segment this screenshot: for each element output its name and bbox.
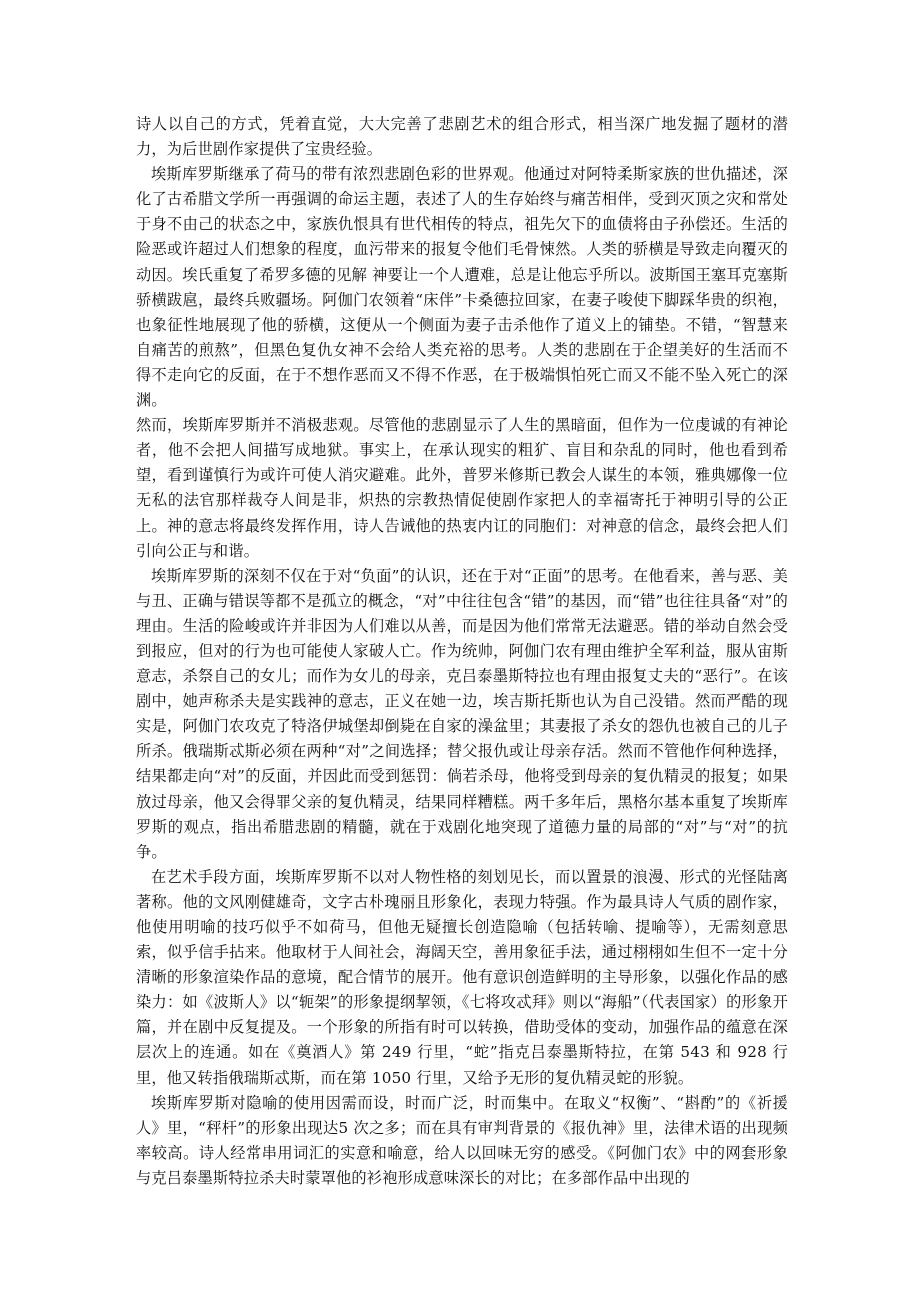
paragraph-1: 诗人以自己的方式，凭着直觉，大大完善了悲剧艺术的组合形式，相当深广地发掘了题材的潜力，为后世剧作家提供了宝贵经验。 xyxy=(136,115,788,159)
paragraph-6: 埃斯库罗斯对隐喻的使用因需而设，时而广泛，时而集中。在取义“权衡”、“斟酌”的《祈援人》里，“秤杆”的形象出现达5 次之多；而在具有审判背景的《报仇神》里，法律术语的出现频率较高。诗人经常串用词汇的实意和喻意，给人以回味无穷的感受。《阿伽门农》中的网套形象与克吕泰墨斯特拉杀夫时蒙罩他的衫袍形成意味深长的对比；在多部作品中出现的 xyxy=(136,1093,788,1187)
paragraph-2: 埃斯库罗斯继承了荷马的带有浓烈悲剧色彩的世界观。他通过对阿特柔斯家族的世仇描述，深化了古希腊文学所一再强调的命运主题，表述了人的生存始终与痛苦相伴，受到灭顶之灾和常处于身不由己的状态之中，家族仇恨具有世代相传的特点，祖先欠下的血债将由子孙偿还。生活的险恶或许超过人们想象的程度，血污带来的报复令他们毛骨悚然。人类的骄横是导致走向覆灭的动因。埃氏重复了希罗多德的见解 神要让一个人遭难，总是让他忘乎所以。波斯国王塞耳克塞斯骄横跋扈，最终兵败疆场。阿伽门农领着“床伴”卡桑德拉回家，在妻子唆使下脚踩华贵的织袍，也象征性地展现了他的骄横，这便从一个侧面为妻子击杀他作了道义上的铺垫。不错，“智慧来自痛苦的煎熬”，但黑色复仇女神不会给人类充裕的思考。人类的悲剧在于企望美好的生活而不得不走向它的反面，在于不想作恶而又不得不作恶，在于极端惧怕死亡而又不能不坠入死亡的深渊。 xyxy=(136,165,788,410)
document-page xyxy=(136,112,788,1191)
paragraph-4: 埃斯库罗斯的深刻不仅在于对“负面”的认识，还在于对“正面”的思考。在他看来，善与恶、美与丑、正确与错误等都不是孤立的概念，“对”中往往包含“错”的基因，而“错”也往往具备“对”的理由。生活的险峻或许并非因为人们难以从善，而是因为他们常常无法避恶。错的举动自然会受到报应，但对的行为也可能使人家破人亡。作为统帅，阿伽门农有理由维护全军利益，服从宙斯意志，杀祭自己的女儿；而作为女儿的母亲，克吕泰墨斯特拉也有理由报复丈夫的“恶行”。在该剧中，她声称杀夫是实践神的意志，正义在她一边，埃吉斯托斯也认为自己没错。然而严酷的现实是，阿伽门农攻克了特洛伊城堡却倒毙在自家的澡盆里；其妻报了杀女的怨仇也被自己的儿子所杀。俄瑞斯忒斯必须在两种“对”之间选择；替父报仇或让母亲存活。然而不管他作何种选择，结果都走向“对”的反面，并因此而受到惩罚：倘若杀母，他将受到母亲的复仇精灵的报复；如果放过母亲，他又会得罪父亲的复仇精灵，结果同样糟糕。两千多年后，黑格尔基本重复了埃斯库罗斯的观点，指出希腊悲剧的精髓，就在于戏剧化地突现了道德力量的局部的“对”与“对”的抗争。 xyxy=(136,566,788,861)
paragraph-5: 在艺术手段方面，埃斯库罗斯不以对人物性格的刻划见长，而以置景的浪漫、形式的光怪陆离著称。他的文风刚健雄奇，文字古朴瑰丽且形象化，表现力特强。作为最具诗人气质的剧作家，他使用明喻的技巧似乎不如荷马，但他无疑擅长创造隐喻（包括转喻、提喻等），无需刻意思索，似乎信手拈来。他取材于人间社会，海阔天空，善用象征手法，通过栩栩如生但不一定十分清晰的形象渲染作品的意境，配合情节的展开。他有意识创造鲜明的主导形象，以强化作品的感染力：如《波斯人》以“轭架”的形象提纲挈领，《七将攻忒拜》则以“海船”（代表国家）的形象开篇，并在剧中反复提及。一个形象的所指有时可以转换，借助受体的变动，加强作品的蕴意在深层次上的连通。如在《奠酒人》第 249 行里，“蛇”指克吕泰墨斯特拉，在第 543 和 928 行里，他又转指俄瑞斯忒斯，而在第 1050 行里，又给予无形的复仇精灵蛇的形貌。 xyxy=(136,867,788,1087)
paragraph-3: 然而，埃斯库罗斯并不消极悲观。尽管他的悲剧显示了人生的黑暗面，但作为一位虔诚的有神论者，他不会把人间描写成地狱。事实上，在承认现实的粗犷、盲目和杂乱的同时，他也看到希望，看到谨慎行为或许可使人消灾避难。此外，普罗米修斯已教会人谋生的本领，雅典娜像一位无私的法官那样裁夺人间是非，炽热的宗教热情促使剧作家把人的幸福寄托于神明引导的公正上。神的意志将最终发挥作用，诗人告诫他的热衷内讧的同胞们：对神意的信念，最终会把人们引向公正与和谐。 xyxy=(136,416,788,560)
